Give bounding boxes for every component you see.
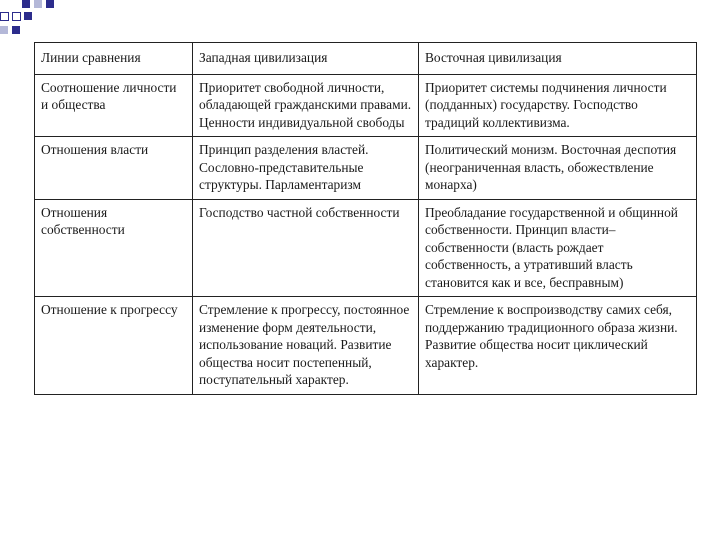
comparison-table — [34, 42, 697, 395]
row-line-cell: Отношения собственности — [35, 199, 193, 297]
row-line-cell: Отношения власти — [35, 137, 193, 200]
header-western-civilization: Западная цивилизация — [193, 43, 419, 75]
table-header-row — [35, 43, 697, 75]
deco-square-icon — [34, 0, 42, 8]
deco-square-icon — [24, 12, 32, 20]
deco-square-icon — [0, 26, 8, 34]
header-eastern-civilization: Восточная цивилизация — [419, 43, 697, 75]
header-comparison-lines: Линии сравнения — [35, 43, 193, 75]
row-west-cell: Стремление к прогрессу, постоянное изменение форм деятельности, использование новаций. Развитие общества носит постепенный, поступательный характер. — [193, 297, 419, 395]
row-east-cell: Приоритет системы подчинения личности (подданных) государству. Господство традиций коллективизма. — [419, 74, 697, 137]
corner-decoration — [0, 0, 84, 44]
table-row — [35, 137, 697, 200]
row-line-cell: Отношение к прогрессу — [35, 297, 193, 395]
row-east-cell: Стремление к воспроизводству самих себя, поддержанию традиционного образа жизни. Развитие общества носит циклический характер. — [419, 297, 697, 395]
deco-square-icon — [0, 12, 9, 21]
row-line-cell: Соотношение личности и общества — [35, 74, 193, 137]
deco-square-icon — [12, 12, 21, 21]
row-west-cell: Принцип разделения властей. Сословно-представительные структуры. Парламентаризм — [193, 137, 419, 200]
deco-square-icon — [12, 26, 20, 34]
deco-square-icon — [46, 0, 54, 8]
row-west-cell: Приоритет свободной личности, обладающей гражданскими правами. Ценности индивидуальной свободы — [193, 74, 419, 137]
table-row — [35, 74, 697, 137]
row-west-cell: Господство частной собственности — [193, 199, 419, 297]
row-east-cell: Политический монизм. Восточная деспотия (неограниченная власть, обожествление монарха) — [419, 137, 697, 200]
row-east-cell: Преобладание государственной и общинной собственности. Принцип власти–собственности (власть рождает собственность, а утративший власть становится как и все, бесправным) — [419, 199, 697, 297]
table-row — [35, 199, 697, 297]
deco-square-icon — [22, 0, 30, 8]
table-row — [35, 297, 697, 395]
